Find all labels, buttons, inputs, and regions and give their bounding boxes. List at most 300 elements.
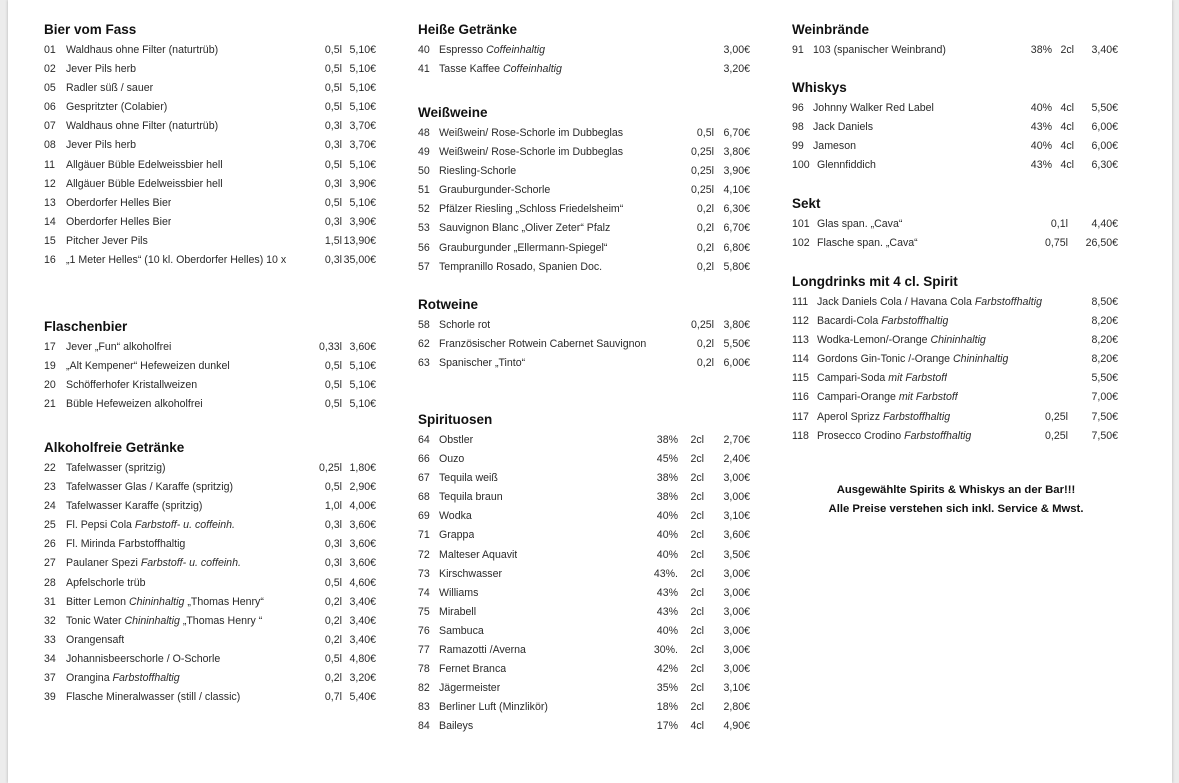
item-price: 5,10€ — [349, 196, 376, 209]
menu-item — [44, 574, 374, 593]
item-name — [813, 118, 873, 137]
item-name-note: mit Farbstoff — [898, 391, 958, 404]
menu-section-rotweine — [418, 295, 750, 373]
item-number: 91 — [792, 44, 804, 56]
item-number: 51 — [418, 184, 430, 197]
item-name — [817, 293, 1042, 312]
section-heading: Weinbrände — [792, 22, 870, 37]
menu-item — [44, 136, 374, 155]
item-quantity: 0,5l — [324, 63, 342, 76]
item-price: 3,60€ — [723, 529, 750, 542]
item-price: 2,90€ — [349, 481, 376, 494]
item-quantity: 0,25l — [691, 184, 714, 197]
menu-section-weinbraende — [792, 20, 1117, 60]
menu-item — [44, 98, 374, 117]
item-number: 99 — [792, 140, 804, 153]
item-number: 62 — [418, 338, 430, 351]
item-alcohol-percent: 30%. — [653, 644, 678, 657]
menu-item — [418, 143, 750, 162]
item-number: 74 — [418, 586, 430, 599]
item-alcohol-percent: 43% — [1030, 121, 1052, 134]
item-name-note: Chininhaltig — [124, 614, 180, 627]
item-price: 3,00€ — [723, 472, 750, 485]
item-portion: 2cl — [690, 567, 704, 580]
item-name-note: Farbstoffhaltig — [882, 410, 951, 423]
item-quantity: 0,2l — [324, 614, 342, 627]
item-name — [66, 338, 171, 357]
item-price: 3,00€ — [723, 644, 750, 657]
item-alcohol-percent: 43% — [656, 586, 678, 599]
item-price: 3,40€ — [349, 614, 376, 627]
item-quantity: 0,7l — [324, 691, 342, 704]
item-number: 34 — [44, 652, 56, 665]
item-number: 13 — [44, 196, 56, 209]
menu-item — [418, 162, 750, 181]
item-name — [439, 603, 476, 622]
item-name — [439, 181, 550, 200]
item-name-text: Tonic Water — [66, 614, 122, 627]
item-name-note: Farbstoffhaltig — [974, 296, 1042, 308]
item-quantity: 0,2l — [324, 633, 342, 646]
menu-item — [418, 354, 750, 373]
item-price: 2,80€ — [723, 701, 750, 714]
item-name-text: „1 Meter Helles“ (10 kl. Oberdorfer Helles) 10 x — [66, 254, 287, 267]
item-name-text: Flasche Mineralwasser (still / classic) — [66, 691, 241, 704]
menu-item — [44, 41, 374, 60]
item-name-note: Coffeinhaltig — [503, 63, 562, 76]
menu-item — [44, 497, 374, 516]
item-name — [817, 369, 947, 388]
item-alcohol-percent: 43%. — [653, 567, 678, 580]
item-name — [813, 41, 946, 60]
item-number: 111 — [792, 296, 809, 308]
menu-item — [44, 357, 374, 376]
menu-section-spirituosen — [418, 410, 750, 737]
item-name — [439, 488, 503, 507]
item-portion: 2cl — [690, 663, 704, 676]
menu-item — [792, 331, 1117, 350]
item-name — [66, 376, 197, 395]
menu-item — [44, 232, 374, 251]
section-heading: Heiße Getränke — [418, 22, 518, 37]
item-alcohol-percent: 40% — [1030, 140, 1052, 153]
item-name — [66, 60, 136, 79]
item-price: 3,20€ — [723, 63, 750, 76]
item-name-text: Oberdorfer Helles Bier — [66, 196, 172, 209]
item-price: 5,10€ — [349, 44, 376, 56]
item-portion: 4cl — [1060, 102, 1074, 114]
item-number: 20 — [44, 379, 56, 392]
section-heading: Bier vom Fass — [44, 22, 137, 37]
menu-item — [792, 215, 1117, 234]
item-number: 25 — [44, 519, 56, 532]
item-portion: 4cl — [690, 720, 704, 733]
item-quantity: 0,3l — [324, 177, 342, 190]
item-quantity: 0,1l — [1050, 218, 1068, 230]
menu-item — [44, 593, 374, 612]
item-alcohol-percent: 43% — [1030, 159, 1052, 172]
item-alcohol-percent: 38% — [656, 472, 678, 485]
item-price: 6,00€ — [1091, 140, 1118, 153]
item-price: 13,90€ — [343, 234, 376, 247]
menu-item — [418, 239, 750, 258]
item-name-text: Johnny Walker Red Label — [813, 102, 934, 114]
item-quantity: 0,33l — [319, 341, 342, 353]
item-name-text: Berliner Luft (Minzlikör) — [439, 701, 548, 714]
item-name-text: Grauburgunder „Ellermann-Spiegel“ — [439, 241, 608, 254]
item-name-note: Farbstoff- u. coffeinh. — [134, 519, 236, 532]
item-name — [439, 450, 464, 469]
item-name-note: Chininhaltig — [953, 353, 1009, 366]
item-name-text: Tafelwasser Glas / Karaffe (spritzig) — [66, 481, 234, 494]
item-name-text: Williams — [439, 586, 479, 599]
item-name-brand: „Thomas Henry “ — [182, 614, 263, 627]
item-name-text: Waldhaus ohne Filter (naturtrüb) — [66, 44, 219, 56]
item-name-note: Coffeinhaltig — [486, 44, 546, 56]
item-price: 3,60€ — [349, 519, 376, 532]
item-portion: 2cl — [690, 682, 704, 695]
item-number: 118 — [792, 429, 809, 442]
item-number: 56 — [418, 241, 430, 254]
item-name-note: Chininhaltig — [930, 334, 986, 347]
item-name-text: Orangensaft — [66, 633, 125, 646]
item-alcohol-percent: 43% — [656, 605, 678, 618]
menu-item — [44, 631, 374, 650]
item-name — [66, 156, 223, 175]
menu-item — [418, 450, 750, 469]
item-number: 116 — [792, 391, 809, 404]
item-name-text: Tequila braun — [439, 491, 503, 504]
item-name — [439, 258, 602, 277]
item-name-text: Glennfiddich — [817, 159, 876, 172]
menu-item — [792, 369, 1117, 388]
item-name — [439, 546, 517, 565]
menu-item — [418, 469, 750, 488]
item-price: 5,10€ — [349, 158, 376, 171]
item-number: 37 — [44, 672, 56, 685]
item-price: 5,80€ — [723, 260, 750, 273]
item-quantity: 0,25l — [319, 462, 342, 474]
item-price: 3,70€ — [349, 120, 376, 133]
menu-item — [418, 565, 750, 584]
item-number: 84 — [418, 720, 430, 733]
item-price: 6,00€ — [1091, 121, 1118, 134]
item-name-text: Glas span. „Cava“ — [817, 218, 903, 230]
item-price: 3,60€ — [349, 557, 376, 570]
item-number: 75 — [418, 605, 430, 618]
item-price: 6,80€ — [723, 241, 750, 254]
menu-section-longdrinks — [792, 272, 1117, 446]
item-alcohol-percent: 35% — [656, 682, 678, 695]
item-quantity: 0,25l — [691, 146, 714, 159]
item-price: 5,10€ — [349, 398, 376, 411]
item-price: 3,00€ — [723, 663, 750, 676]
menu-item — [418, 507, 750, 526]
item-portion: 2cl — [690, 701, 704, 714]
item-quantity: 0,5l — [324, 652, 342, 665]
menu-item — [418, 41, 750, 60]
item-name-text: Johannisbeerschorle / O-Schorle — [66, 652, 221, 665]
item-name — [66, 213, 171, 232]
item-price: 4,10€ — [723, 184, 750, 197]
item-name-text: Espresso — [439, 44, 484, 56]
item-number: 114 — [792, 353, 809, 366]
menu-item — [44, 117, 374, 136]
item-quantity: 0,2l — [696, 203, 714, 216]
item-portion: 4cl — [1060, 159, 1074, 172]
menu-item — [44, 554, 374, 573]
item-alcohol-percent: 40% — [656, 624, 678, 637]
menu-item — [44, 156, 374, 175]
item-number: 73 — [418, 567, 430, 580]
menu-item — [792, 156, 1117, 175]
item-number: 23 — [44, 481, 56, 494]
item-name — [66, 232, 148, 251]
item-name-text: Pitcher Jever Pils — [66, 234, 148, 247]
item-alcohol-percent: 40% — [656, 548, 678, 561]
menu-section-bier — [44, 20, 374, 270]
item-price: 2,40€ — [723, 453, 750, 466]
item-portion: 2cl — [690, 548, 704, 561]
item-quantity: 0,3l — [324, 519, 342, 532]
item-portion: 2cl — [690, 529, 704, 542]
item-name — [66, 194, 171, 213]
menu-item — [418, 200, 750, 219]
item-name-note: Farbstoffhaltig — [881, 315, 949, 328]
menu-sheet — [8, 0, 1172, 783]
item-quantity: 0,3l — [324, 139, 342, 152]
item-number: 69 — [418, 510, 430, 523]
menu-item — [792, 408, 1117, 427]
item-name — [439, 143, 623, 162]
item-price: 5,10€ — [349, 101, 376, 114]
item-price: 3,70€ — [349, 139, 376, 152]
item-name — [439, 200, 623, 219]
menu-item — [44, 478, 374, 497]
item-price: 5,50€ — [1091, 102, 1118, 114]
menu-item — [44, 194, 374, 213]
item-name-text: 103 (spanischer Weinbrand) — [813, 44, 946, 56]
item-portion: 2cl — [690, 586, 704, 599]
item-price: 7,50€ — [1091, 429, 1118, 442]
menu-item — [44, 650, 374, 669]
item-name — [439, 660, 506, 679]
item-name — [66, 79, 153, 98]
item-name-text: Campari-Soda — [817, 372, 886, 385]
menu-item — [792, 137, 1117, 156]
item-number: 117 — [792, 410, 809, 423]
item-name-text: Jack Daniels Cola / Havana Cola — [817, 296, 972, 308]
item-name — [439, 526, 474, 545]
item-quantity: 0,2l — [696, 260, 714, 273]
menu-item — [792, 312, 1117, 331]
item-name — [817, 215, 902, 234]
menu-item — [792, 99, 1117, 118]
menu-section-sekt — [792, 194, 1117, 253]
item-name-text: Pfälzer Riesling „Schloss Friedelsheim“ — [439, 203, 624, 216]
item-name — [817, 408, 950, 427]
item-name-text: Bitter Lemon — [66, 595, 127, 608]
item-quantity: 0,2l — [696, 338, 714, 351]
item-name-text: Paulaner Spezi — [66, 557, 138, 570]
item-name-text: Bacardi-Cola — [817, 315, 879, 328]
item-name-text: Orangina — [66, 672, 110, 685]
menu-item — [44, 338, 374, 357]
item-name — [66, 688, 240, 707]
item-name-text: Fl. Mirinda Farbstoffhaltig — [66, 538, 186, 551]
menu-item — [418, 679, 750, 698]
menu-item — [44, 459, 374, 478]
item-name — [817, 427, 971, 446]
menu-item — [418, 641, 750, 660]
item-number: 48 — [418, 127, 430, 139]
item-price: 3,10€ — [723, 510, 750, 523]
item-price: 5,40€ — [349, 691, 376, 704]
item-name-note: mit Farbstoff — [888, 372, 948, 385]
item-number: 07 — [44, 120, 56, 133]
section-heading: Spirituosen — [418, 412, 493, 427]
item-name — [817, 156, 876, 175]
item-number: 17 — [44, 341, 56, 353]
item-name — [66, 395, 203, 414]
item-price: 8,50€ — [1091, 296, 1118, 308]
item-name-text: Wodka-Lemon/-Orange — [817, 334, 928, 347]
item-number: 58 — [418, 319, 430, 331]
item-name-text: Weißwein/ Rose-Schorle im Dubbeglas — [439, 146, 624, 159]
item-quantity: 0,5l — [324, 158, 342, 171]
item-price: 3,80€ — [723, 146, 750, 159]
item-name — [439, 584, 478, 603]
item-name — [817, 350, 1008, 369]
item-name-text: Malteser Aquavit — [439, 548, 518, 561]
item-name — [813, 137, 856, 156]
menu-item — [418, 698, 750, 717]
item-name — [439, 41, 545, 60]
item-portion: 2cl — [690, 624, 704, 637]
item-price: 7,00€ — [1091, 391, 1118, 404]
item-alcohol-percent: 42% — [656, 663, 678, 676]
item-quantity: 0,75l — [1045, 237, 1068, 250]
menu-item — [792, 427, 1117, 446]
section-heading: Sekt — [792, 196, 821, 211]
menu-item — [418, 124, 750, 143]
menu-item — [418, 60, 750, 79]
item-name — [66, 612, 262, 631]
item-name — [439, 431, 473, 450]
menu-section-weissweine — [418, 103, 750, 277]
item-name — [66, 136, 136, 155]
item-quantity: 1,0l — [324, 500, 342, 513]
item-name-text: Schorle rot — [439, 319, 491, 331]
item-price: 4,90€ — [723, 720, 750, 733]
item-price: 3,00€ — [723, 586, 750, 599]
menu-item — [418, 717, 750, 736]
item-price: 3,20€ — [349, 672, 376, 685]
item-price: 3,40€ — [1091, 44, 1118, 56]
item-name-text: Obstler — [439, 434, 474, 446]
item-name-text: Jägermeister — [439, 682, 501, 695]
menu-item — [792, 41, 1117, 60]
item-name — [439, 239, 607, 258]
menu-item — [44, 251, 374, 270]
item-price: 6,70€ — [723, 127, 750, 139]
item-name-brand: „Thomas Henry“ — [187, 595, 264, 608]
item-portion: 4cl — [1060, 140, 1074, 153]
item-number: 16 — [44, 254, 56, 267]
item-number: 33 — [44, 633, 56, 646]
menu-item — [44, 669, 374, 688]
item-quantity: 0,5l — [696, 127, 714, 139]
item-portion: 2cl — [690, 434, 704, 446]
item-number: 49 — [418, 146, 430, 159]
item-name — [66, 357, 230, 376]
item-name-text: Radler süß / sauer — [66, 82, 154, 95]
item-name — [439, 679, 500, 698]
menu-section-alkoholfrei — [44, 438, 374, 707]
item-quantity: 0,5l — [324, 101, 342, 114]
menu-section-whiskys — [792, 78, 1117, 175]
section-heading: Alkoholfreie Getränke — [44, 440, 185, 455]
menu-item — [44, 376, 374, 395]
item-name — [439, 717, 473, 736]
item-name-text: Kirschwasser — [439, 567, 502, 580]
item-quantity: 0,2l — [324, 672, 342, 685]
item-name — [66, 459, 166, 478]
item-number: 26 — [44, 538, 56, 551]
item-name — [66, 478, 233, 497]
menu-section-heisse — [418, 20, 750, 79]
menu-item — [792, 234, 1117, 253]
item-name-text: Tasse Kaffee — [439, 63, 501, 76]
item-name — [439, 335, 646, 354]
item-name — [66, 669, 180, 688]
menu-section-flaschenbier — [44, 317, 374, 414]
item-name — [439, 316, 490, 335]
item-price: 8,20€ — [1091, 334, 1118, 347]
item-name-text: Grappa — [439, 529, 475, 542]
item-quantity: 0,25l — [691, 319, 714, 331]
menu-item — [418, 584, 750, 603]
section-heading: Flaschenbier — [44, 319, 128, 334]
item-portion: 2cl — [690, 472, 704, 485]
item-name-text: Baileys — [439, 720, 474, 733]
item-price: 4,40€ — [1091, 218, 1118, 230]
item-quantity: 0,5l — [324, 44, 342, 56]
item-price: 7,50€ — [1091, 410, 1118, 423]
item-price: 3,90€ — [349, 177, 376, 190]
item-number: 112 — [792, 315, 809, 328]
menu-item — [44, 535, 374, 554]
item-name-text: Büble Hefeweizen alkoholfrei — [66, 398, 203, 411]
item-name — [439, 622, 484, 641]
item-name — [439, 124, 623, 143]
item-portion: 2cl — [1060, 44, 1074, 56]
item-name-text: Gespritzter (Colabier) — [66, 101, 168, 114]
item-number: 76 — [418, 624, 430, 637]
item-quantity: 0,5l — [324, 196, 342, 209]
item-name — [817, 331, 986, 350]
menu-item — [792, 293, 1117, 312]
section-heading: Rotweine — [418, 297, 479, 312]
item-number: 83 — [418, 701, 430, 714]
menu-item — [418, 431, 750, 450]
item-alcohol-percent: 40% — [1030, 102, 1052, 114]
item-name-text: Apfelschorle trüb — [66, 576, 146, 589]
bar-note-line: Alle Preise verstehen sich inkl. Service & Mwst. — [828, 503, 1084, 515]
menu-item — [418, 660, 750, 679]
item-portion: 2cl — [690, 510, 704, 523]
item-alcohol-percent: 17% — [656, 720, 678, 733]
